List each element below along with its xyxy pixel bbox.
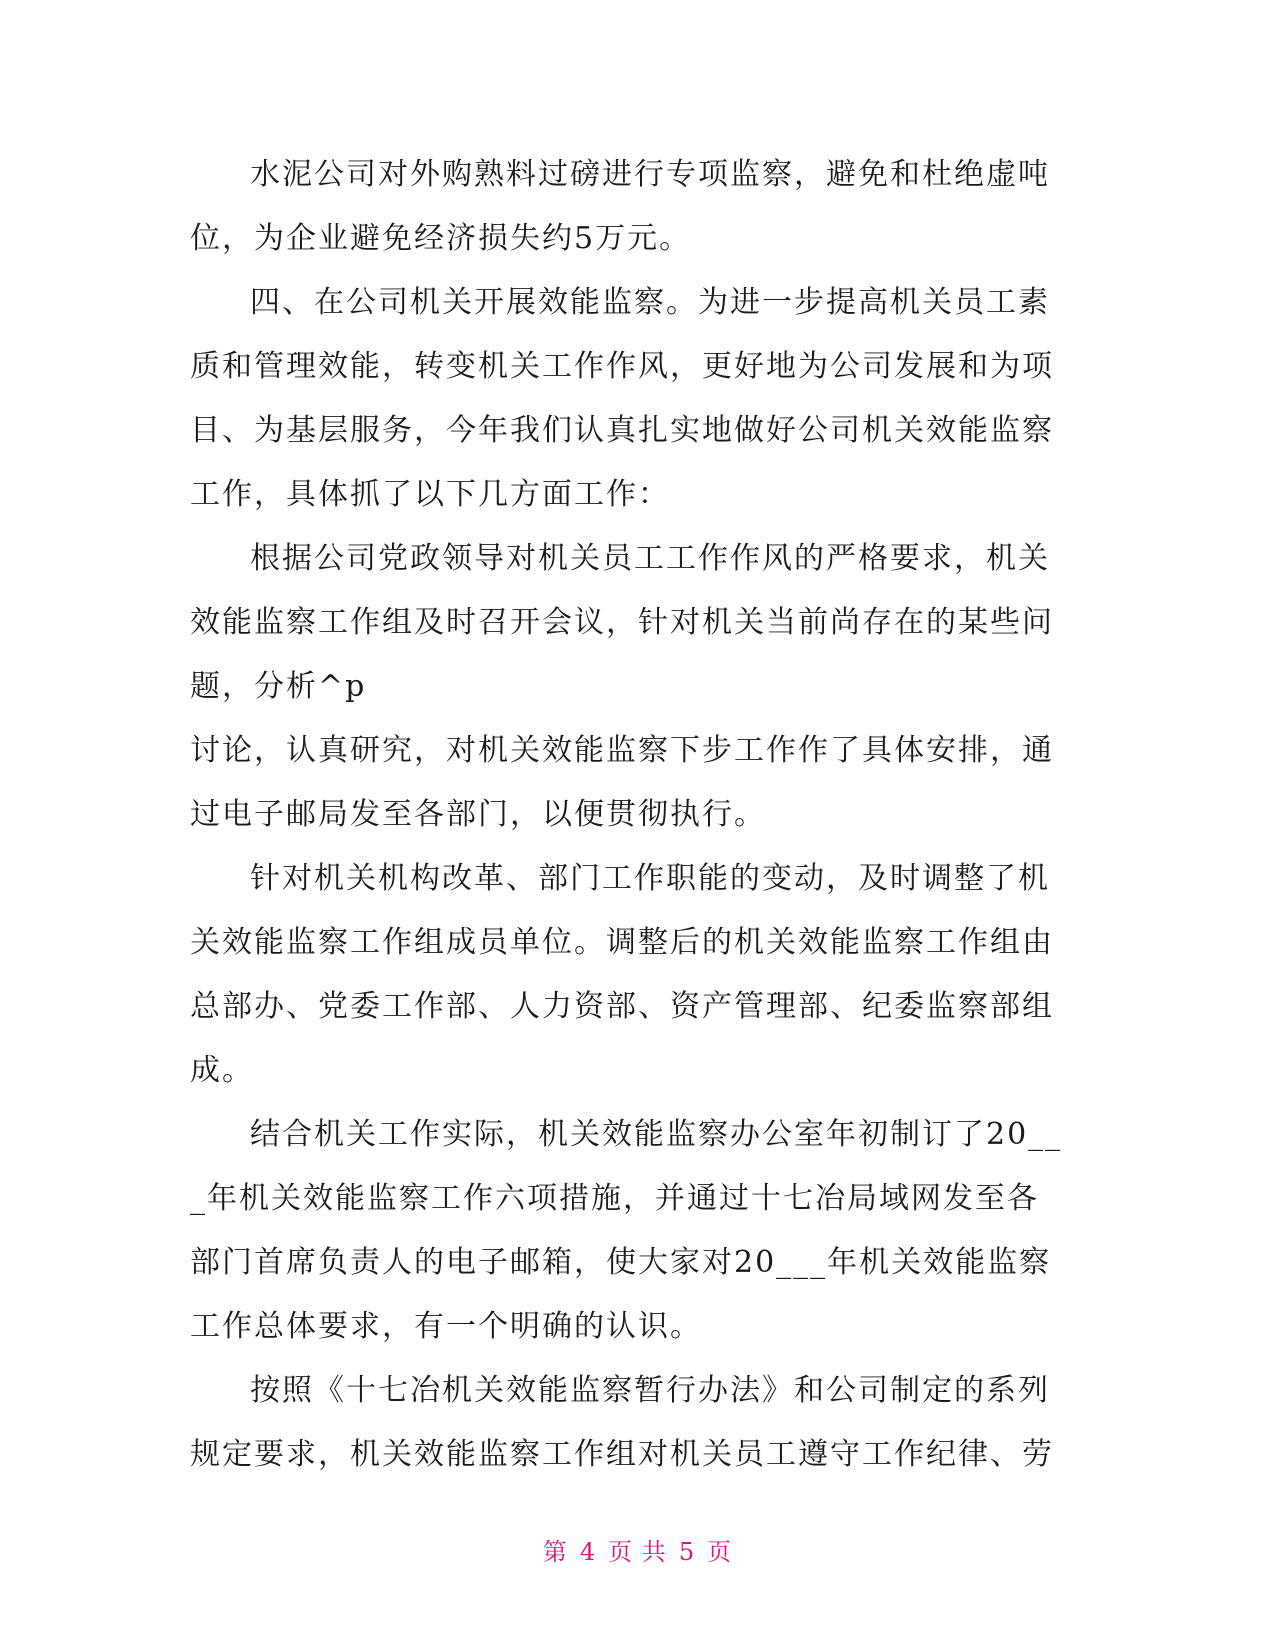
paragraph-5-line-3: 部门首席负责人的电子邮箱，使大家对20___年机关效能监察 [190, 1245, 1052, 1280]
paragraph-4-line-3: 总部办、党委工作部、人力资部、资产管理部、纪委监察部组 [190, 989, 1054, 1024]
paragraph-4-line-2: 关效能监察工作组成员单位。调整后的机关效能监察工作组由 [190, 925, 1054, 960]
footer-suffix: 页 [707, 1538, 733, 1566]
paragraph-1-line-1: 水泥公司对外购熟料过磅进行专项监察，避免和杜绝虚吨 [250, 157, 1050, 192]
footer-prefix: 第 [542, 1538, 568, 1566]
paragraph-1-line-2: 位，为企业避免经济损失约5万元。 [190, 221, 692, 256]
paragraph-2-line-1: 四、在公司机关开展效能监察。为进一步提高机关员工素 [250, 285, 1050, 320]
paragraph-2-line-3: 目、为基层服务，今年我们认真扎实地做好公司机关效能监察 [190, 413, 1054, 448]
paragraph-6-line-1: 按照《十七冶机关效能监察暂行办法》和公司制定的系列 [250, 1373, 1050, 1408]
paragraph-5-line-2: _年机关效能监察工作六项措施，并通过十七冶局域网发至各 [190, 1181, 1039, 1216]
paragraph-5-line-4: 工作总体要求，有一个明确的认识。 [190, 1309, 702, 1344]
paragraph-3-line-2: 效能监察工作组及时召开会议，针对机关当前尚存在的某些问 [190, 605, 1054, 640]
page-footer [0, 1532, 1275, 1567]
paragraph-4-line-1: 针对机关机构改革、部门工作职能的变动，及时调整了机 [250, 861, 1050, 896]
footer-total-pages: 5 [678, 1538, 696, 1566]
footer-current-page: 4 [579, 1538, 597, 1566]
paragraph-6-line-2: 规定要求，机关效能监察工作组对机关员工遵守工作纪律、劳 [190, 1437, 1054, 1472]
paragraph-3-line-1: 根据公司党政领导对机关员工工作作风的严格要求，机关 [250, 541, 1050, 576]
paragraph-3-line-4: 讨论，认真研究，对机关效能监察下步工作作了具体安排，通 [190, 733, 1054, 768]
paragraph-5-line-1: 结合机关工作实际，机关效能监察办公室年初制订了20__ [250, 1117, 1063, 1152]
paragraph-2-line-4: 工作，具体抓了以下几方面工作： [190, 477, 670, 512]
paragraph-2-line-2: 质和管理效能，转变机关工作作风，更好地为公司发展和为项 [190, 349, 1054, 384]
paragraph-3-line-3: 题，分析^p [190, 669, 367, 704]
document-body [190, 143, 1090, 1487]
footer-mid: 页 共 [608, 1538, 667, 1566]
paragraph-3-line-5: 过电子邮局发至各部门，以便贯彻执行。 [190, 797, 766, 832]
paragraph-4-line-4: 成。 [190, 1053, 254, 1088]
